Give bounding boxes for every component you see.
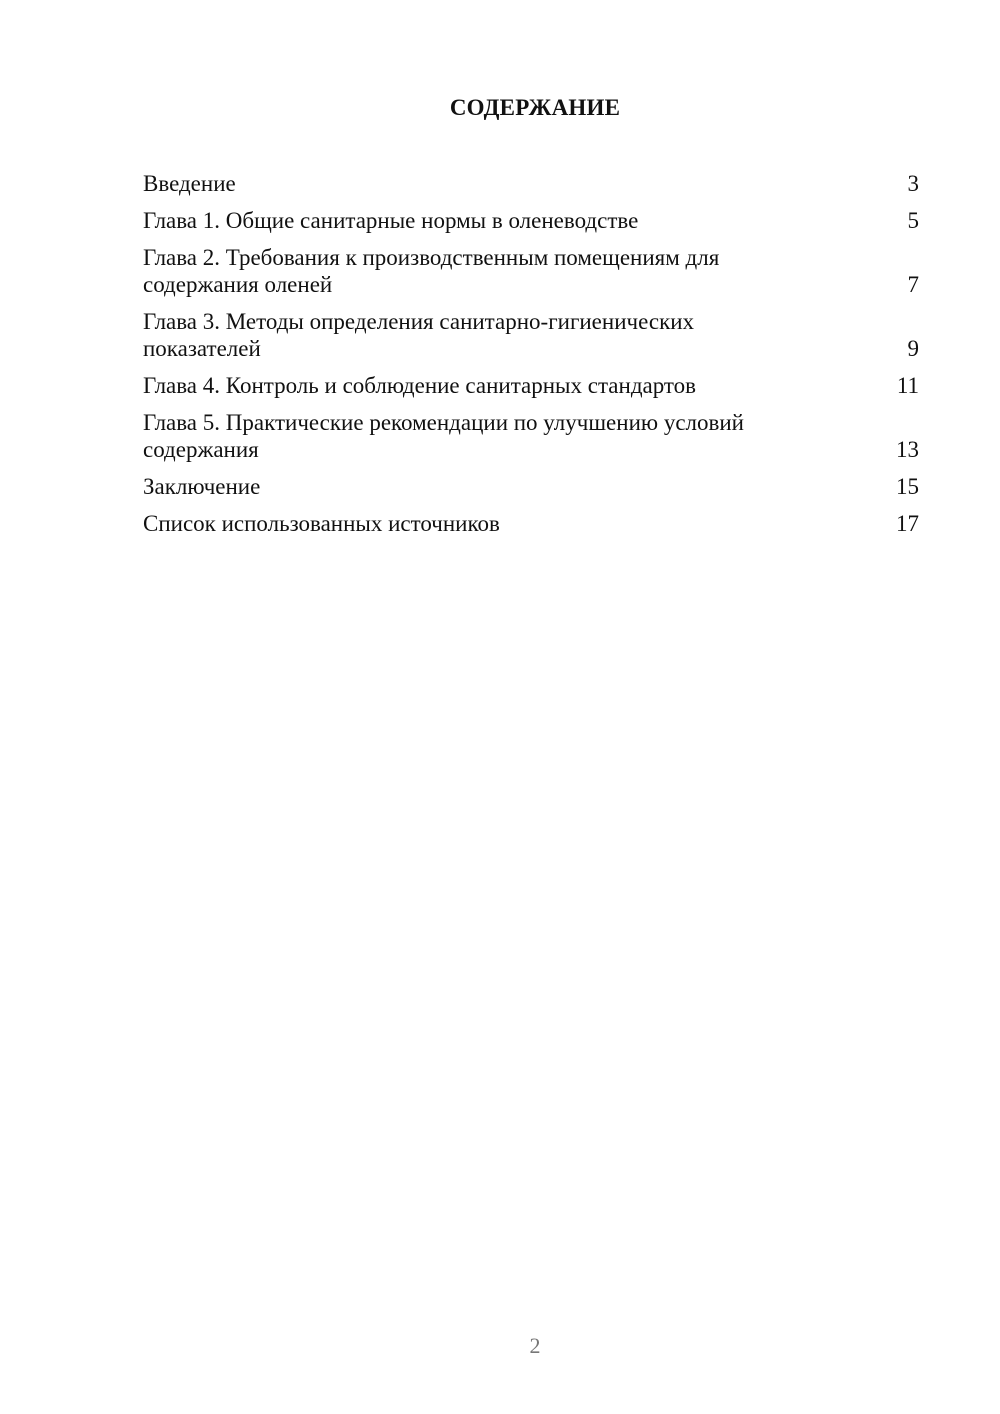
- toc-entry-chapter-3: [143, 308, 919, 362]
- toc-entry-label: Список использованных источников: [143, 511, 500, 536]
- toc-entry-page: 7: [907, 272, 919, 297]
- toc-entry-label: Глава 3. Методы определения санитарно-гигиенических показателей: [143, 309, 695, 361]
- toc-entry-conclusion: [143, 473, 919, 500]
- toc-entry-introduction: [143, 170, 919, 197]
- toc-entry-page: 13: [896, 437, 919, 462]
- toc-entry-label: Заключение: [143, 474, 261, 499]
- toc-entry-page: 3: [907, 171, 919, 196]
- toc-entry-chapter-2: [143, 244, 919, 298]
- toc-entry-chapter-1: [143, 207, 919, 234]
- page-number: 2: [529, 1333, 541, 1358]
- toc-entry-page: 9: [907, 336, 919, 361]
- toc-entry-label: Глава 1. Общие санитарные нормы в оленеводстве: [143, 208, 639, 233]
- toc-entry-label: Введение: [143, 171, 236, 196]
- toc-entry-page: 15: [896, 474, 919, 499]
- toc-entry-chapter-4: [143, 372, 919, 399]
- toc-entry-page: 17: [896, 511, 919, 536]
- page-title: СОДЕРЖАНИЕ: [449, 95, 621, 120]
- toc-entry-chapter-5: [143, 409, 919, 463]
- toc-entry-label: Глава 4. Контроль и соблюдение санитарных стандартов: [143, 373, 697, 398]
- toc-entry-page: 5: [907, 208, 919, 233]
- toc-entry-label: Глава 2. Требования к производственным помещениям для содержания оленей: [143, 245, 720, 297]
- toc-entry-references: [143, 510, 919, 537]
- toc-entry-page: 11: [896, 373, 919, 398]
- table-of-contents: [143, 170, 919, 547]
- toc-entry-label: Глава 5. Практические рекомендации по улучшению условий содержания: [143, 410, 744, 462]
